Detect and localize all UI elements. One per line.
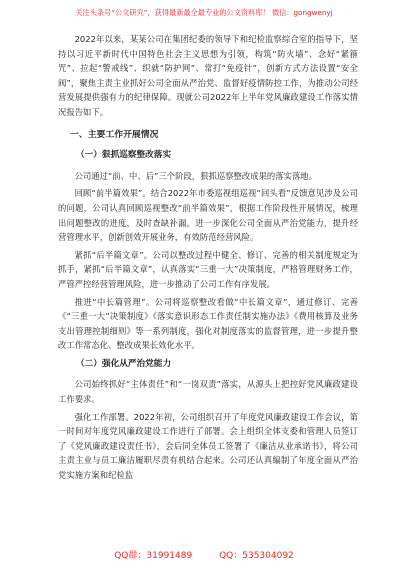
intro-paragraph: 2022年以来，某某公司在集团纪委的领导下和纪检监察综合室的指导下，坚持以习近平新时代中国特色社会主义思想为引领，构筑“防火墙”、念好“紧箍咒”、拉起“警戒线”、织就“防护网”、常打“免疫针”，创新方式方法设置“安全阀”，聚焦主责主业抓好公司全面从严治党、监督好疫情防控工作，为推动公司经营发展提供强有力的纪律保障。现就公司2022年上半年党风廉政建设工作落实情况报告如下。 (58, 34, 358, 117)
contact-footer (0, 548, 408, 561)
qq-group: QQ群：31991489 (114, 551, 193, 561)
promo-banner: 关注头条号“公文研究”，获得最新最全最专业的公文资料库！ 微信：gongwenyj (75, 8, 333, 17)
paragraph-6: 公司始终抓好“主体责任”和“一岗双责”落实，从源头上把控好党风廉政建设工作要求。 (58, 379, 358, 405)
section-heading: 一、主要工作开展情况 (70, 129, 159, 140)
subsection-heading-2: （二）强化从严治党能力 (76, 358, 172, 369)
subsection-heading-1: （一）狠抓巡察整改落实 (76, 150, 172, 161)
document-body (58, 32, 358, 486)
paragraph-7: 强化工作部署。2022年初，公司组织召开了年度党风廉政建设工作会议，第一时间对年度党风廉政建设工作进行了部署。会上组织全体支委和管理人员签订了《党风廉政建设责任书》，会后同全体员工签署了《廉洁从业承诺书》，将公司主责主业与员工廉洁履职尽责有机结合起来。公司还认真编制了年度全面从严治党实施方案和纪检监 (58, 411, 358, 481)
paragraph-4: 紧抓“后半篇文章”。公司以整改过程中健全、修订、完善的相关制度规定为抓手，紧抓“后半篇文章”，认真落实“三重一大”决策制度，严格管理财务工作，严管严控经营管理风险，进一步推动了公司工作有序发展。 (58, 249, 358, 289)
qq-number: QQ：535304092 (219, 551, 294, 561)
paragraph-2: 公司通过“前、中、后”三个阶段，狠抓巡察整改成果的落实落地。 (74, 170, 318, 181)
paragraph-5: 推进“中长篇管理”。公司将巡察整改看做“中长篇文章”，通过修订、完善《“三重一大”决策制度》《落实意识形态工作责任制实施办法》《费用核算及业务支出管理控制细则》等一系列制度，强化对制度落实的监督管理，进一步提升整改工作常态化、整改成果长效化水平。 (58, 296, 358, 351)
paragraph-3: 回顾“前半篇效果”。结合2022年市委巡视组巡视“回头看”反馈意见涉及公司的问题，公司认真回顾巡视整改“前半篇效果”，根据工作阶段性开展情况，梳理出问题整改的进度，及时查缺补漏，进一步深化公司全面从严治党能力，提升经营管理水平，创新创效开展业务，有效防范经营风险。 (58, 188, 358, 243)
